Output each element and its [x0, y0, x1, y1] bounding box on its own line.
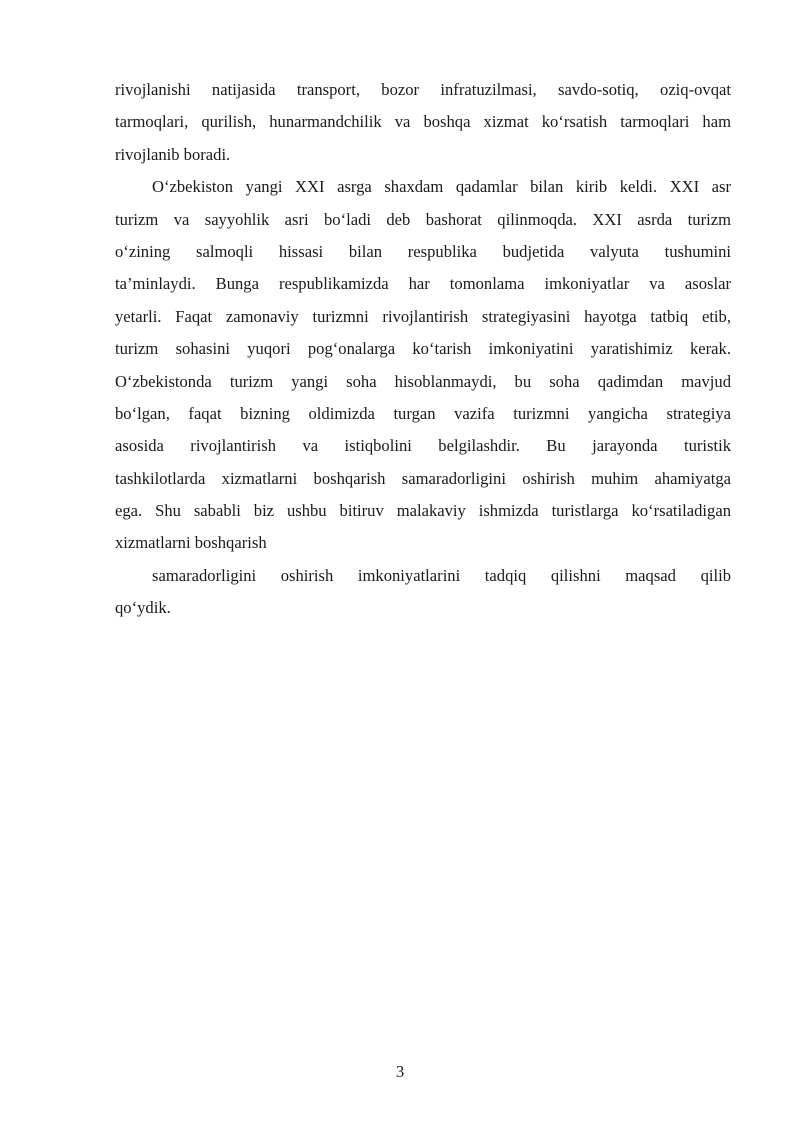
text-line: yetarli. Faqat zamonaviy turizmni rivojlantirish strategiyasini hayotga tatbiq etib, — [115, 306, 731, 326]
text-line: O‘zbekiston yangi XXI asrga shaxdam qadamlar bilan kirib keldi. XXI asr — [152, 177, 731, 197]
text-line: ega. Shu sababli biz ushbu bitiruv malakaviy ishmizda turistlarga ko‘rsatiladigan — [115, 501, 731, 521]
body-text — [115, 74, 731, 625]
text-line: O‘zbekistonda turizm yangi soha hisoblanmaydi, bu soha qadimdan mavjud — [115, 371, 731, 391]
text-line: xizmatlarni boshqarish — [115, 533, 267, 553]
text-line: asosida rivojlantirish va istiqbolini belgilashdir. Bu jarayonda turistik — [115, 436, 731, 456]
text-line: qo‘ydik. — [115, 598, 171, 618]
text-line: rivojlanishi natijasida transport, bozor infratuzilmasi, savdo-sotiq, oziq-ovqat — [115, 80, 731, 99]
text-line: turizm sohasini yuqori pog‘onalarga ko‘tarish imkoniyatini yaratishimiz kerak. — [115, 339, 731, 359]
text-line: rivojlanib boradi. — [115, 144, 231, 164]
text-line: o‘zining salmoqli hissasi bilan respublika budjetida valyuta tushumini — [115, 241, 731, 261]
text-line: samaradorligini oshirish imkoniyatlarini tadqiq qilishni maqsad qilib — [152, 565, 731, 585]
text-line: ta’minlaydi. Bunga respublikamizda har tomonlama imkoniyatlar va asoslar — [115, 274, 731, 294]
text-line: turizm va sayyohlik asri bo‘ladi deb bashorat qilinmoqda. XXI asrda turizm — [115, 209, 731, 229]
text-line: tashkilotlarda xizmatlarni boshqarish samaradorligini oshirish muhim ahamiyatga — [115, 468, 731, 488]
text-line: bo‘lgan, faqat bizning oldimizda turgan vazifa turizmni yangicha strategiya — [115, 403, 731, 423]
text-line: tarmoqlari, qurilish, hunarmandchilik va boshqa xizmat ko‘rsatish tarmoqlari ham — [115, 112, 731, 132]
page-number: 3 — [395, 1062, 405, 1081]
